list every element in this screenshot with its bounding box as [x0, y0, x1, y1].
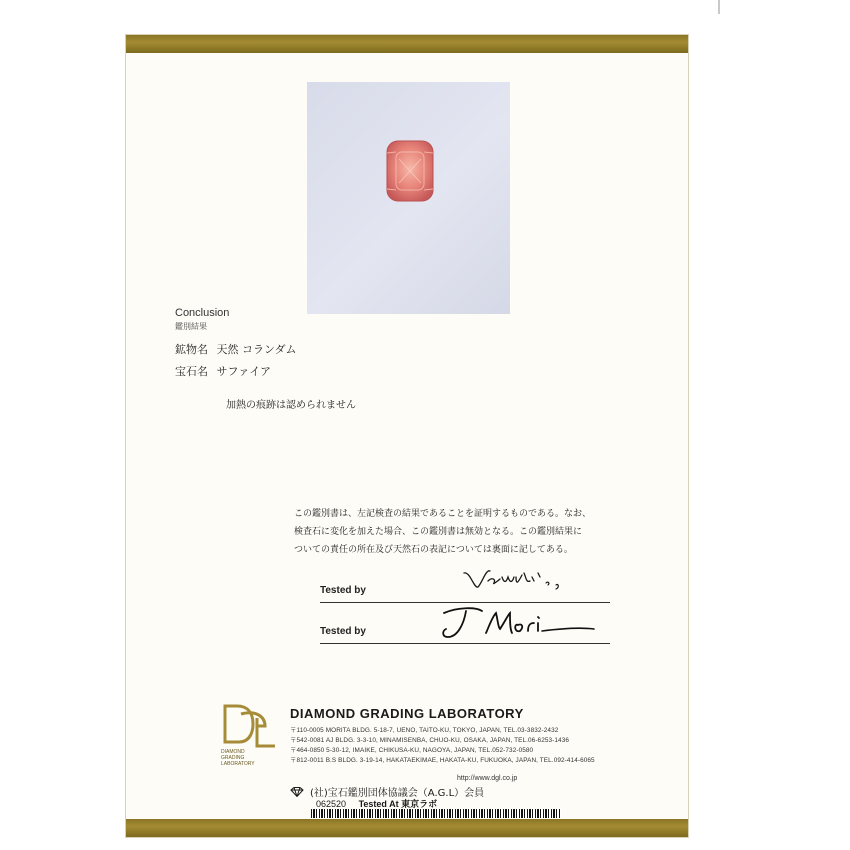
- gem-photo: [307, 82, 510, 314]
- gem-name-label: 宝石名: [175, 365, 208, 378]
- gold-border-top: [126, 35, 688, 53]
- conclusion-title: Conclusion: [175, 307, 230, 319]
- signature-line-2: [320, 643, 610, 644]
- signature-2: [438, 603, 598, 648]
- signature-1: [460, 563, 580, 600]
- gold-border-bottom: [126, 819, 688, 837]
- diamond-icon: [290, 787, 304, 800]
- address-list: [290, 726, 595, 766]
- mineral-name-value: 天然 コランダム: [216, 343, 297, 356]
- certificate-notice: [294, 505, 614, 559]
- conclusion-subtitle: 鑑別結果: [175, 322, 207, 331]
- association-text: (社)宝石鑑別団体協議会（A.G.L）会員: [310, 788, 485, 799]
- notice-line: 検査石に変化を加えた場合、この鑑別書は無効となる。この鑑別結果に: [294, 527, 583, 537]
- mineral-name-label: 鉱物名: [175, 343, 208, 356]
- gem-image: [385, 139, 435, 208]
- address-line: 〒812-0011 B.S BLDG. 3-19-14, HAKATAEKIMAE, HAKATA-KU, FUKUOKA, JAPAN, TEL.092-414-6065: [290, 757, 595, 764]
- tested-by-label-1: Tested by: [320, 585, 366, 596]
- notice-line: ついての責任の所在及び天然石の表記については裏面に記してある。: [294, 545, 573, 555]
- logo-text-line: GRADING: [221, 755, 245, 761]
- certificate-code: 062520: [316, 799, 347, 809]
- logo-text-line: DIAMOND: [221, 749, 245, 755]
- address-line: 〒464-0850 5-30-12, IMAIKE, CHIKUSA-KU, NAGOYA, JAPAN, TEL.052-732-0580: [290, 747, 534, 754]
- address-line: 〒110-0005 MORITA BLDG. 5-18-7, UENO, TAITO-KU, TOKYO, JAPAN, TEL.03-3832-2432: [290, 727, 559, 734]
- logo-text-line: LABORATORY: [221, 761, 255, 766]
- barcode: [311, 809, 561, 818]
- lab-name: DIAMOND GRADING LABORATORY: [290, 706, 524, 721]
- notice-line: この鑑別書は、左記検査の結果であることを証明するものである。なお、: [294, 509, 592, 519]
- mineral-name-row: [175, 341, 297, 357]
- gem-name-value: サファイア: [216, 365, 271, 378]
- dgl-logo: [219, 702, 281, 771]
- address-line: 〒542-0081 AJ BLDG. 3-3-10, MINAMISENBA, CHUO-KU, OSAKA, JAPAN, TEL.06-6253-1436: [290, 737, 570, 744]
- treatment-comment: 加熱の痕跡は認められません: [226, 400, 356, 411]
- gem-name-row: [175, 363, 271, 379]
- page-edge-mark: [718, 0, 720, 14]
- website-link[interactable]: http://www.dgl.co.jp: [457, 775, 518, 782]
- tested-by-label-2: Tested by: [320, 626, 366, 637]
- certificate: [125, 34, 689, 838]
- tested-at-location: Tested At 東京ラボ: [358, 799, 438, 809]
